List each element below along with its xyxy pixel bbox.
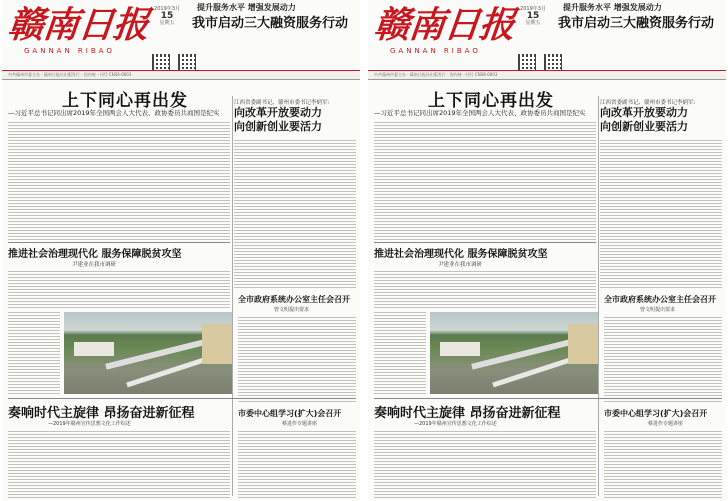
section-divider [374, 242, 596, 243]
publication-strip-text: 中共赣州市委主办 · 赣南日报社出版发行 · 国内统一刊号 CN36-0003 [374, 72, 498, 77]
mid-subtitle: 尹建业在我市调研 [438, 262, 483, 268]
railway-photo [64, 312, 232, 394]
bottom-subtitle: —2019年赣州宣传思想文化工作综述 [414, 421, 497, 427]
side-headline-2: 向创新创业要活力 [600, 120, 688, 133]
main-subtitle: —习近平总书记同出席2019年全国两会人大代表、政协委员共商国是纪实 [374, 109, 586, 117]
right-subtitle-1: 曾文明提出要求 [640, 307, 676, 313]
article-body-text [8, 312, 60, 394]
issue-week: 星期五 [159, 20, 175, 26]
article-body-text [604, 430, 722, 498]
bottom-subtitle: —2019年赣州宣传思想文化工作综述 [48, 421, 131, 427]
issue-info [152, 6, 182, 27]
issue-date: 2019年3月 [154, 6, 180, 12]
article-body-text [8, 430, 230, 498]
newspaper-page-right [368, 0, 726, 501]
side-kicker: 江西省委副书记、赣州市委书记李炳军: [600, 100, 696, 106]
issue-week: 星期五 [525, 20, 541, 26]
article-body-text [8, 270, 230, 308]
article-body-text [600, 140, 722, 288]
article-body-text [374, 430, 596, 498]
side-headline-2: 向创新创业要活力 [234, 120, 322, 133]
bottom-headline: 奏响时代主旋律 昂扬奋进新征程 [374, 406, 561, 421]
article-body-text [234, 140, 356, 288]
right-headline-2: 市委中心组学习(扩大)会召开 [604, 409, 708, 418]
logo-pinyin: GANNAN RIBAO [24, 47, 115, 55]
side-story [600, 98, 724, 134]
publication-strip [368, 70, 726, 80]
issue-info [518, 6, 548, 27]
main-headline: 上下同心再出发 [62, 91, 188, 111]
article-body-text [374, 312, 426, 394]
article-body-text [238, 316, 356, 402]
article-body-text [8, 120, 230, 240]
top-teaser: 提升服务水平 增强发展动力 [197, 3, 296, 12]
article-body-text [238, 430, 356, 498]
top-headline: 我市启动三大融资服务行动 [558, 16, 715, 31]
right-subtitle-1: 曾文明提出要求 [274, 307, 310, 313]
side-kicker: 江西省委副书记、赣州市委书记李炳军: [234, 100, 330, 106]
right-headline-2: 市委中心组学习(扩大)会召开 [238, 409, 342, 418]
right-subtitle-2: 蔡进作专题讲座 [648, 421, 684, 427]
side-headline-1: 向改革开放要动力 [234, 106, 322, 119]
section-divider [8, 398, 356, 399]
issue-number: 15 [160, 11, 174, 21]
mid-headline: 推进社会治理现代化 服务保障脱贫攻坚 [374, 249, 548, 260]
issue-date: 2019年3月 [520, 6, 546, 12]
column-divider [598, 96, 599, 496]
mid-subtitle: 尹建业在我市调研 [72, 262, 117, 268]
issue-number: 15 [526, 11, 540, 21]
right-subtitle-2: 蔡进作专题讲座 [282, 421, 318, 427]
side-headline-1: 向改革开放要动力 [600, 106, 688, 119]
newspaper-logo: 赣南日报 [5, 4, 151, 46]
section-divider [374, 398, 722, 399]
publication-strip [2, 70, 360, 80]
bottom-headline: 奏响时代主旋律 昂扬奋进新征程 [8, 406, 195, 421]
page-gutter [361, 0, 367, 501]
article-body-text [374, 270, 596, 308]
article-body-text [604, 316, 722, 402]
newspaper-page-left [2, 0, 360, 501]
right-headline-1: 全市政府系统办公室主任会召开 [604, 295, 716, 304]
publication-strip-text: 中共赣州市委主办 · 赣南日报社出版发行 · 国内统一刊号 CN36-0003 [8, 72, 132, 77]
section-divider [8, 242, 230, 243]
right-headline-1: 全市政府系统办公室主任会召开 [238, 295, 350, 304]
logo-pinyin: GANNAN RIBAO [390, 47, 481, 55]
top-teaser: 提升服务水平 增强发展动力 [563, 3, 662, 12]
mid-headline: 推进社会治理现代化 服务保障脱贫攻坚 [8, 249, 182, 260]
main-headline: 上下同心再出发 [428, 91, 554, 111]
side-story [234, 98, 358, 134]
column-divider [232, 96, 233, 496]
top-headline: 我市启动三大融资服务行动 [192, 16, 349, 31]
railway-photo [430, 312, 598, 394]
main-subtitle: —习近平总书记同出席2019年全国两会人大代表、政协委员共商国是纪实 [8, 109, 220, 117]
article-body-text [374, 120, 596, 240]
newspaper-logo: 赣南日报 [371, 4, 517, 46]
